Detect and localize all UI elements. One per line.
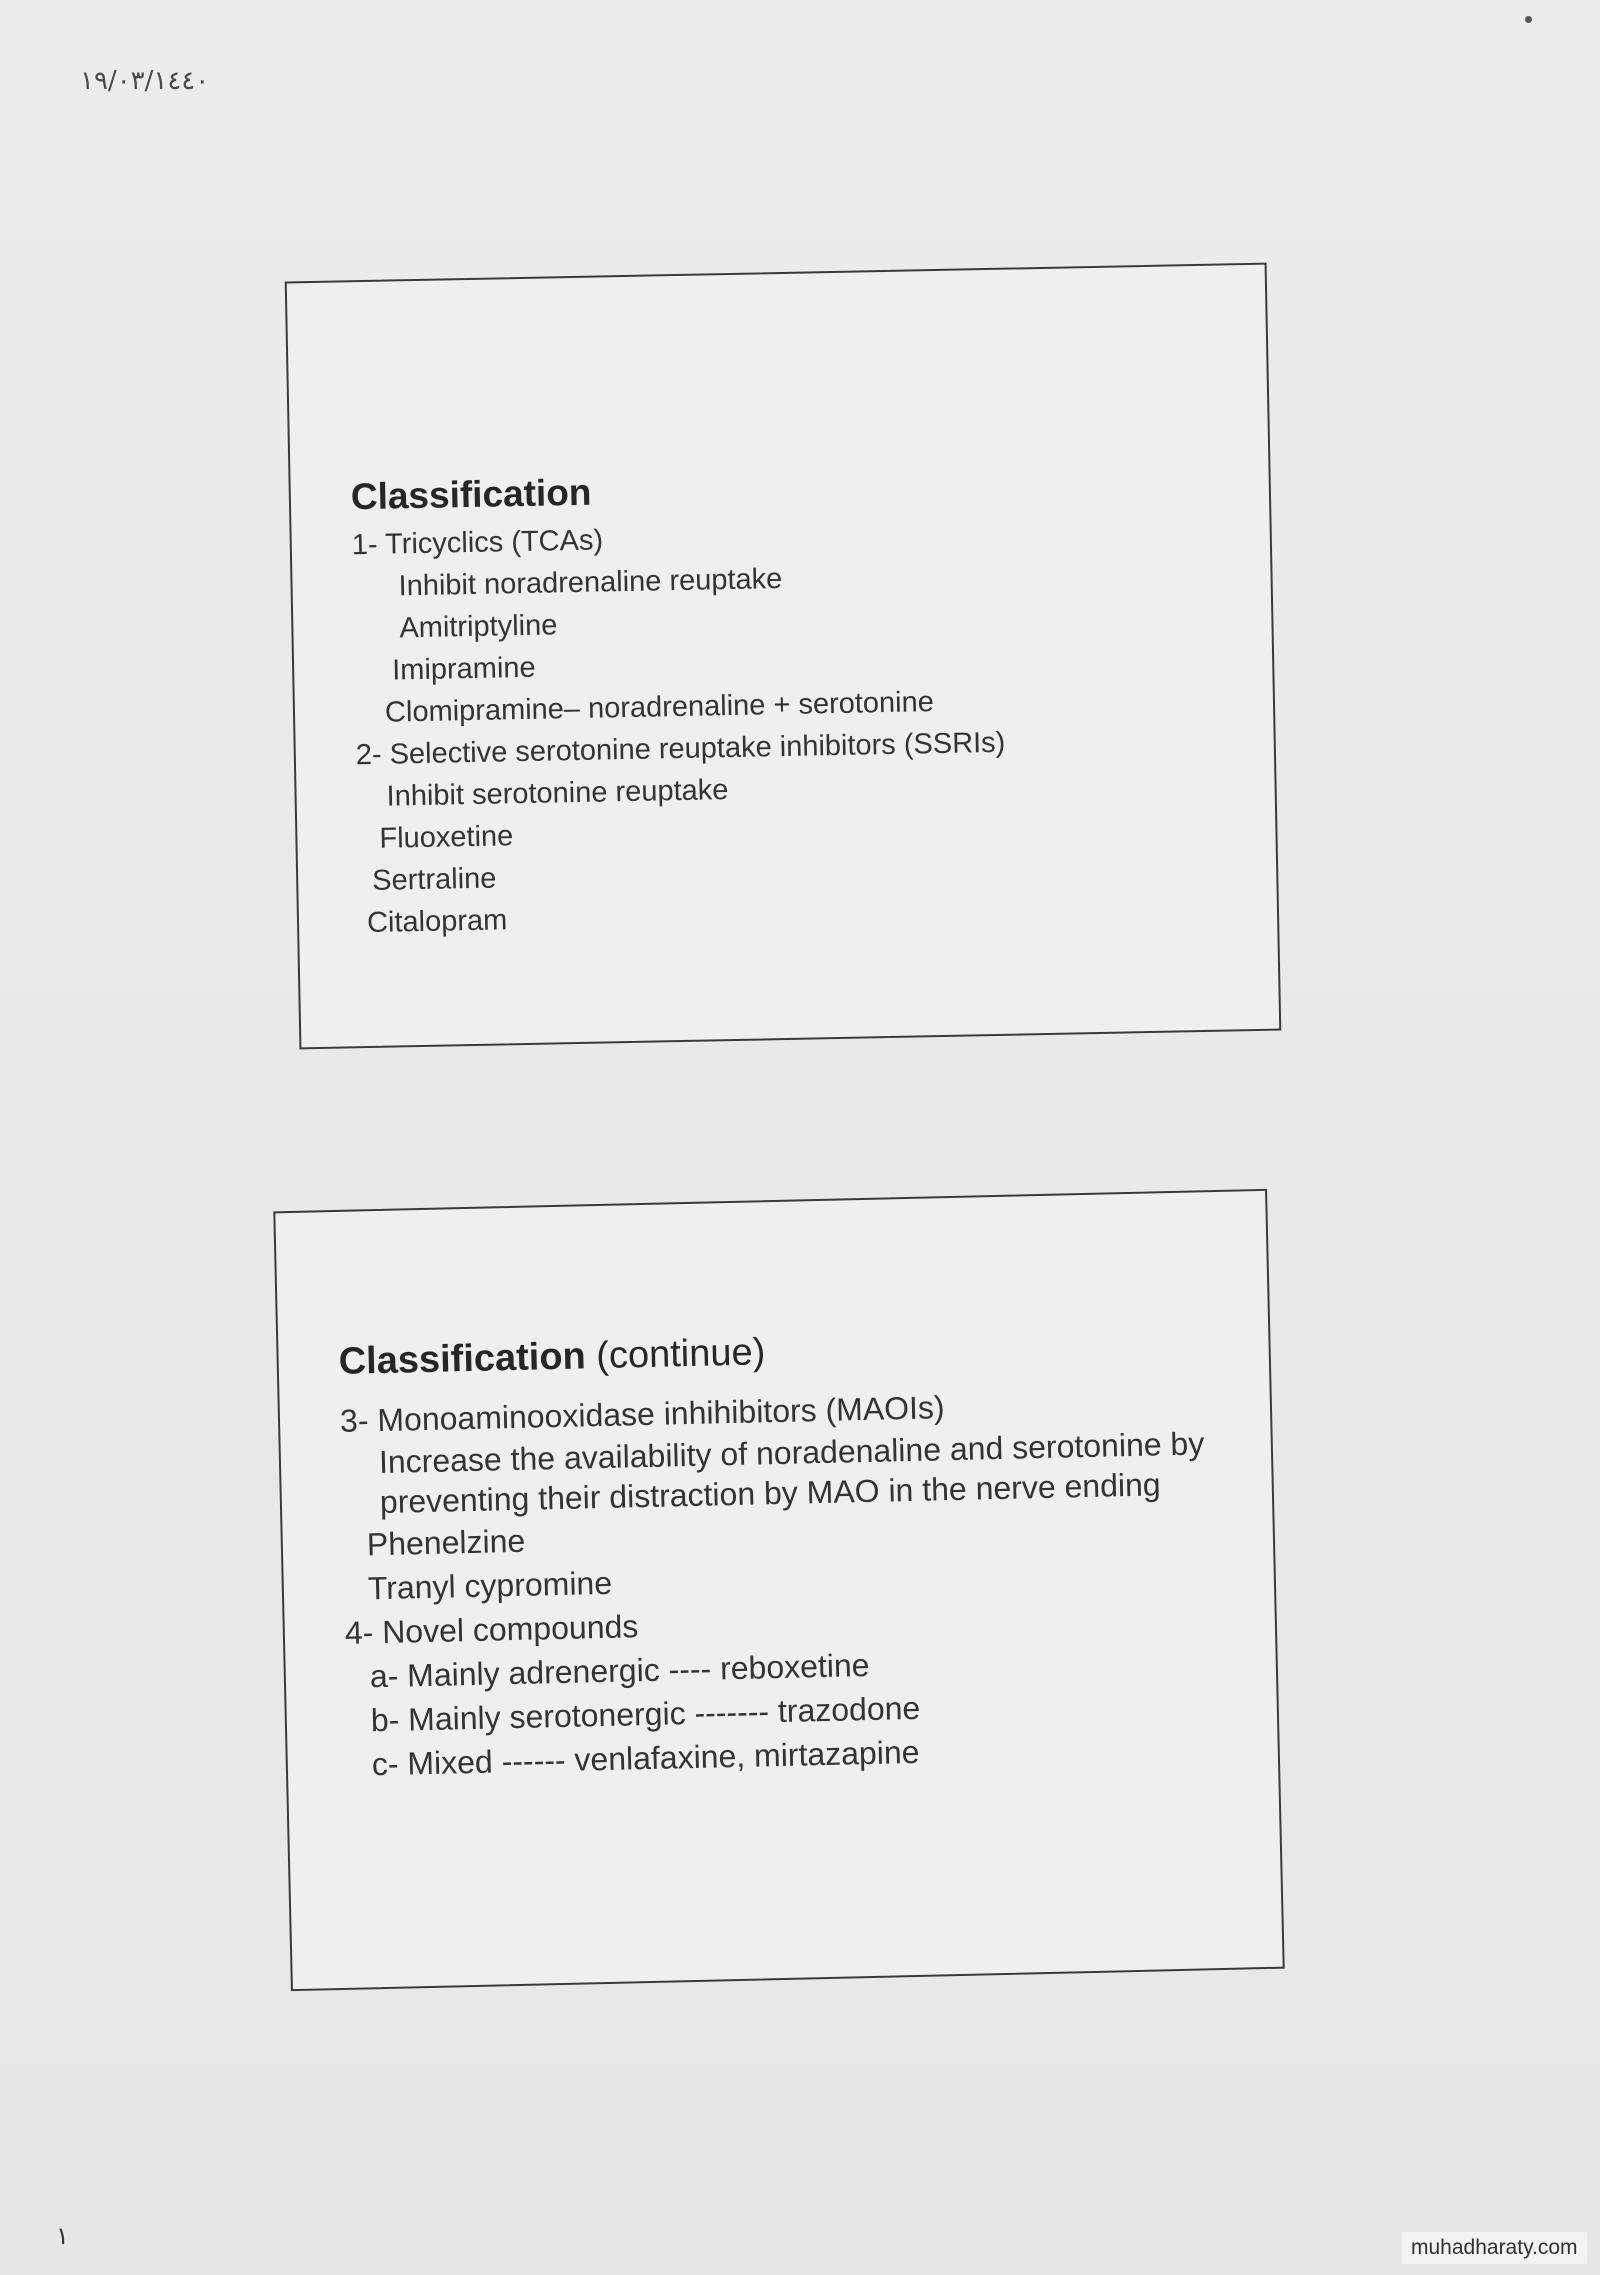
slide-line: a- Mainly adrenergic ---- reboxetine <box>369 1646 870 1695</box>
slide-title-main: Classification <box>338 1335 587 1383</box>
slide-line: Amitriptyline <box>399 609 558 645</box>
slide-line: c- Mixed ------ venlafaxine, mirtazapine <box>371 1733 920 1783</box>
slide-classification-continue <box>273 1189 1284 1991</box>
slide-line: 4- Novel compounds <box>344 1608 639 1651</box>
slide-line: Citalopram <box>366 904 508 940</box>
slide-line: Tranyl cypromine <box>367 1564 613 1607</box>
slide-line: 3- Monoaminooxidase inhihibitors (MAOIs) <box>339 1389 945 1439</box>
handwritten-date: ١٩/٠٣/١٤٤٠ <box>80 66 210 96</box>
slide-line: Clomipramine– noradrenaline + serotonine <box>384 686 935 729</box>
watermark: muhadharaty.com <box>1402 2232 1587 2264</box>
slide-line: Sertraline <box>371 862 497 897</box>
slide-title <box>338 1317 1229 1387</box>
slide-line: 2- Selective serotonine reuptake inhibitors (SSRIs) <box>355 726 1006 772</box>
ink-dot-icon <box>1525 16 1532 23</box>
slide-line: 1- Tricyclics (TCAs) <box>351 524 604 562</box>
slide-line: Imipramine <box>391 651 536 687</box>
page-number: ١ <box>56 2222 69 2250</box>
slide-line: Phenelzine <box>366 1522 526 1563</box>
slide-classification <box>285 263 1282 1050</box>
slide-line: b- Mainly serotonergic ------- trazodone <box>370 1689 921 1739</box>
slide-line: Fluoxetine <box>379 820 514 855</box>
slide-line: Inhibit noradrenaline reuptake <box>398 563 783 603</box>
slide-line: Inhibit serotonine reuptake <box>386 774 729 813</box>
slide-content <box>338 1317 1238 1787</box>
slide-title-suffix: (continue) <box>595 1331 766 1378</box>
slide-content <box>350 455 1237 944</box>
slide-title: Classification <box>350 471 592 518</box>
slide-line: Increase the availability of noradenaline and serotonine by preventing their distraction by MAO in the nerve ending <box>378 1425 1205 1521</box>
